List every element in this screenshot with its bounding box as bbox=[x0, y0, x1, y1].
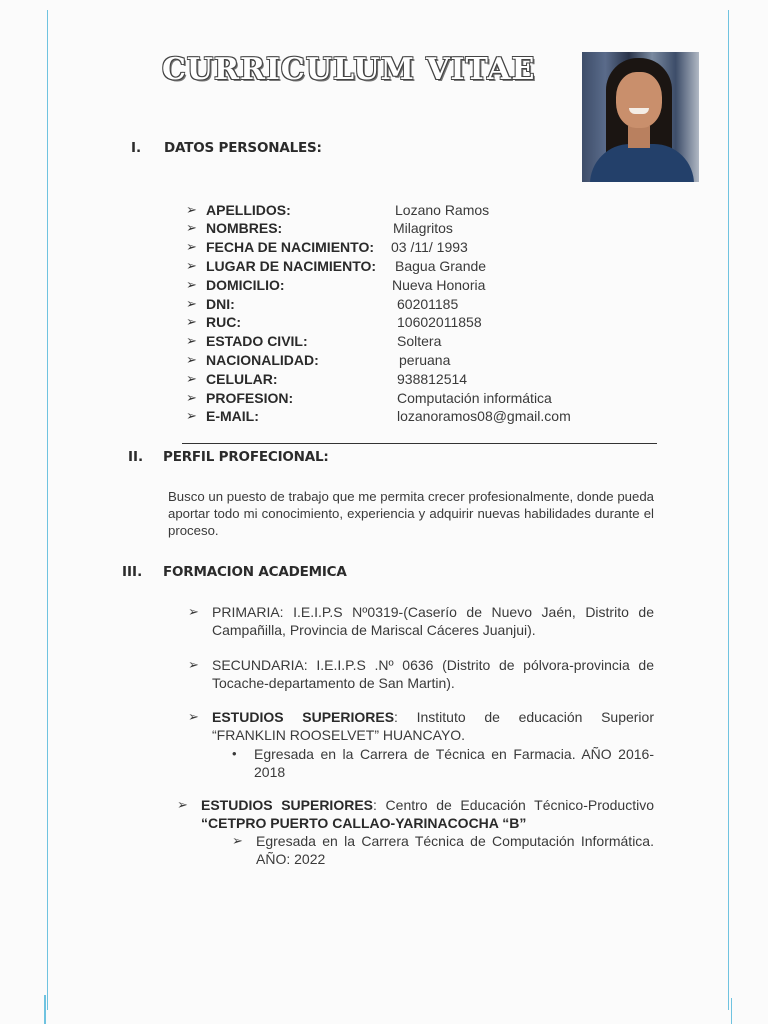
personal-data-row bbox=[186, 294, 459, 313]
arrow-bullet-icon: ➢ bbox=[232, 833, 243, 848]
personal-data-value: Computación informática bbox=[397, 389, 552, 406]
education-item-primaria bbox=[188, 603, 654, 639]
personal-data-value: Milagritos bbox=[393, 220, 453, 237]
superior-2-label: ESTUDIOS SUPERIORES bbox=[201, 797, 374, 813]
arrow-bullet-icon: ➢ bbox=[188, 709, 199, 724]
arrow-bullet-icon: ➢ bbox=[177, 797, 188, 812]
superior-1-sub-text: Egresada en la Carrera de Técnica en Farmacia. AÑO 2016-2018 bbox=[254, 746, 654, 780]
personal-data-row bbox=[186, 388, 552, 407]
arrow-bullet-icon: ➢ bbox=[186, 257, 197, 273]
personal-data-row bbox=[186, 332, 442, 351]
personal-data-row bbox=[186, 256, 487, 275]
arrow-bullet-icon: ➢ bbox=[186, 351, 197, 367]
section-number-personal: I. bbox=[131, 140, 142, 156]
arrow-bullet-icon: ➢ bbox=[186, 370, 197, 386]
arrow-bullet-icon: ➢ bbox=[186, 220, 197, 236]
personal-data-label: DOMICILIO: bbox=[206, 276, 285, 293]
education-subitem-superior-1 bbox=[232, 745, 654, 781]
section-title-personal: DATOS PERSONALES: bbox=[164, 140, 322, 156]
personal-data-row bbox=[186, 313, 482, 332]
personal-data-value: Lozano Ramos bbox=[395, 201, 490, 218]
arrow-bullet-icon: ➢ bbox=[186, 408, 197, 424]
education-item-superior-1 bbox=[188, 708, 654, 744]
personal-data-label: PROFESION: bbox=[206, 389, 294, 406]
section-title-profile: PERFIL PROFECIONAL: bbox=[163, 449, 329, 465]
right-margin-mark bbox=[731, 998, 732, 1024]
superior-2-text: : Centro de Educación Técnico-Productivo bbox=[373, 797, 654, 813]
personal-data-value: 03 /11/ 1993 bbox=[391, 239, 468, 256]
arrow-bullet-icon: ➢ bbox=[186, 389, 197, 405]
personal-data-value: Nueva Honoria bbox=[392, 276, 486, 293]
education-subitem-superior-2 bbox=[232, 832, 654, 868]
section-number-education: III. bbox=[122, 564, 143, 580]
personal-data-row bbox=[186, 275, 486, 294]
education-item-secundaria bbox=[188, 656, 654, 692]
arrow-bullet-icon: ➢ bbox=[188, 604, 199, 619]
personal-data-label: APELLIDOS: bbox=[206, 201, 291, 218]
superior-1-text: : Instituto de educación Superior “FRANKLIN ROOSELVET” HUANCAYO. bbox=[212, 709, 654, 743]
personal-data-value: peruana bbox=[399, 351, 451, 368]
personal-data-label: DNI: bbox=[206, 295, 235, 312]
personal-data-label: FECHA DE NACIMIENTO: bbox=[206, 239, 374, 256]
personal-data-value: Soltera bbox=[397, 333, 442, 350]
personal-data-label: NOMBRES: bbox=[206, 220, 283, 237]
primaria-text: PRIMARIA: I.E.I.P.S Nº0319-(Caserío de Nuevo Jaén, Distrito de Campañilla, Provincia de Mariscal Cáceres Juanjui). bbox=[212, 604, 654, 638]
profile-photo bbox=[582, 52, 699, 182]
superior-2-sub-text: Egresada en la Carrera Técnica de Computación Informática. AÑO: 2022 bbox=[256, 833, 654, 867]
left-margin-line bbox=[47, 10, 48, 1010]
profile-paragraph: Busco un puesto de trabajo que me permita crecer profesionalmente, donde pueda aportar todo mi conocimiento, experiencia y adquirir nuevas habilidades durante el proceso. bbox=[168, 489, 654, 538]
personal-data-label: NACIONALIDAD: bbox=[206, 351, 319, 368]
personal-data-label: RUC: bbox=[206, 314, 241, 331]
arrow-bullet-icon: ➢ bbox=[186, 201, 197, 217]
arrow-bullet-icon: ➢ bbox=[188, 657, 199, 672]
section-number-profile: II. bbox=[128, 449, 144, 465]
arrow-bullet-icon: ➢ bbox=[186, 333, 197, 349]
section-divider bbox=[182, 443, 657, 444]
personal-data-value: 10602011858 bbox=[397, 314, 482, 331]
superior-1-label: ESTUDIOS SUPERIORES bbox=[212, 709, 395, 725]
personal-data-value: 938812514 bbox=[397, 370, 468, 387]
superior-2-bold: “CETPRO PUERTO CALLAO-YARINACOCHA “B” bbox=[201, 815, 527, 831]
arrow-bullet-icon: ➢ bbox=[186, 276, 197, 292]
secundaria-text: SECUNDARIA: I.E.I.P.S .Nº 0636 (Distrito de pólvora-provincia de Tocache-departamento de San Martin). bbox=[212, 657, 654, 691]
personal-data-row bbox=[186, 369, 468, 388]
personal-data-row bbox=[186, 238, 468, 257]
personal-data-row bbox=[186, 350, 451, 369]
personal-data-row bbox=[186, 219, 453, 238]
arrow-bullet-icon: ➢ bbox=[186, 295, 197, 311]
personal-data-value: Bagua Grande bbox=[395, 257, 487, 274]
personal-data-label: CELULAR: bbox=[206, 370, 278, 387]
personal-data-value: lozanoramos08@gmail.com bbox=[397, 408, 571, 425]
education-item-superior-2 bbox=[177, 796, 654, 832]
personal-data-row bbox=[186, 200, 490, 219]
dot-bullet-icon: • bbox=[232, 746, 237, 761]
arrow-bullet-icon: ➢ bbox=[186, 314, 197, 330]
personal-data-label: LUGAR DE NACIMIENTO: bbox=[206, 257, 377, 274]
right-margin-line bbox=[728, 10, 729, 1010]
left-margin-mark bbox=[44, 995, 46, 1024]
section-title-education: FORMACION ACADEMICA bbox=[163, 564, 347, 580]
personal-data-row bbox=[186, 407, 571, 426]
personal-data-label: E-MAIL: bbox=[206, 408, 259, 425]
personal-data-label: ESTADO CIVIL: bbox=[206, 333, 308, 350]
arrow-bullet-icon: ➢ bbox=[186, 239, 197, 255]
page-title: CURRICULUM VITAE bbox=[162, 52, 536, 87]
personal-data-value: 60201185 bbox=[397, 295, 459, 312]
